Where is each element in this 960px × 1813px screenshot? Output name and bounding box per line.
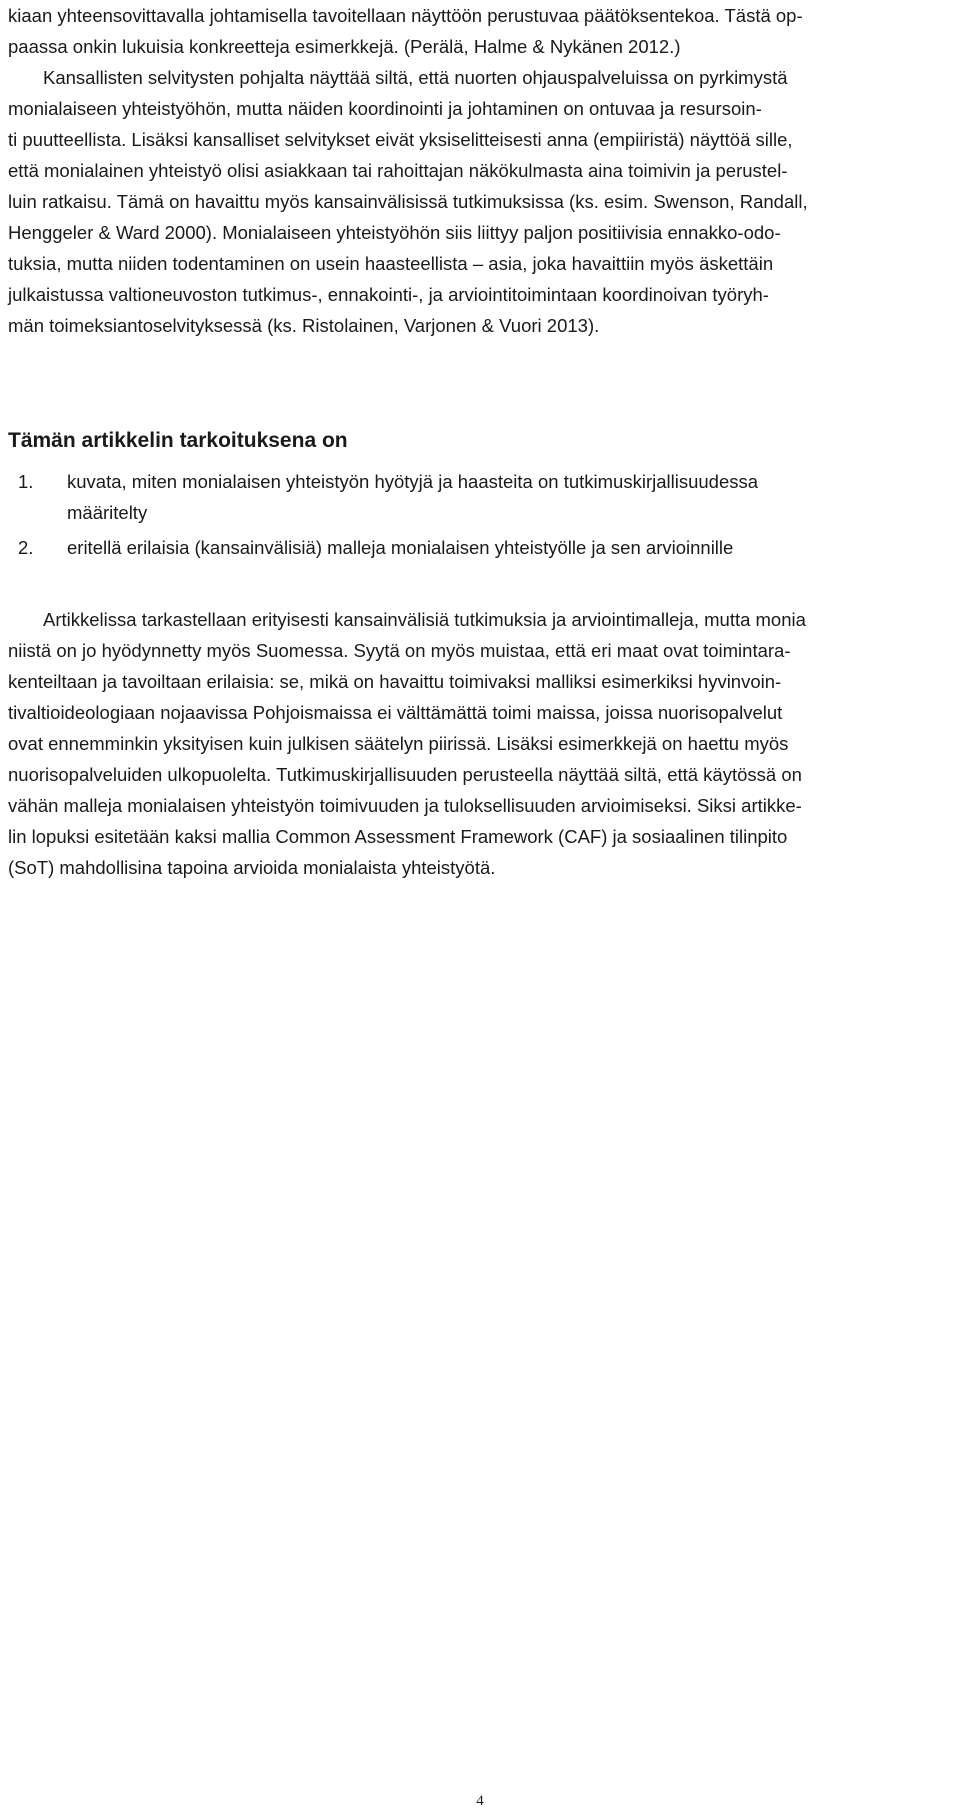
text-line: Kansallisten selvitysten pohjalta näyttää siltä, että nuorten ohjauspalveluissa on pyrkimystä (43, 67, 788, 88)
list-item-number: 2. (18, 537, 34, 558)
text-line: monialaiseen yhteistyöhön, mutta näiden koordinointi ja johtaminen on ontuvaa ja resursoin- (8, 98, 762, 119)
text-line: Henggeler & Ward 2000). Monialaiseen yhteistyöhön siis liittyy paljon positiivisia ennakko-odo- (8, 222, 781, 243)
text-line: ovat ennemminkin yksityisen kuin julkisen säätelyn piirissä. Lisäksi esimerkkejä on haettu myös (8, 733, 789, 754)
list-item (8, 466, 758, 528)
list-item-text: määritelty (67, 502, 148, 523)
text-line: että monialainen yhteistyö olisi asiakkaan tai rahoittajan näkökulmasta aina toimivin ja perustel- (8, 160, 788, 181)
text-line: nuorisopalveluiden ulkopuolelta. Tutkimuskirjallisuuden perusteella näyttää siltä, että käytössä on (8, 764, 802, 785)
text-line: tuksia, mutta niiden todentaminen on usein haasteellista – asia, joka havaittiin myös äskettäin (8, 253, 774, 274)
body-paragraph-2 (8, 604, 806, 883)
list-item-text: kuvata, miten monialaisen yhteistyön hyötyjä ja haasteita on tutkimuskirjallisuudessa (67, 471, 759, 492)
text-line: kenteiltaan ja tavoiltaan erilaisia: se, mikä on havaittu toimivaksi malliksi esimerkiksi hyvinvoin- (8, 671, 782, 692)
list-item (8, 532, 758, 563)
text-line: kiaan yhteensovittavalla johtamisella tavoitellaan näyttöön perustuvaa päätöksentekoa. Tästä op- (8, 5, 803, 26)
text-line: luin ratkaisu. Tämä on havaittu myös kansainvälisissä tutkimuksissa (ks. esim. Swenson, Randall, (8, 191, 808, 212)
text-line: lin lopuksi esitetään kaksi mallia Common Assessment Framework (CAF) ja sosiaalinen tilinpito (8, 826, 788, 847)
text-line: paassa onkin lukuisia konkreetteja esimerkkejä. (Perälä, Halme & Nykänen 2012.) (8, 36, 681, 57)
text-line: (SoT) mahdollisina tapoina arvioida monialaista yhteistyötä. (8, 857, 496, 878)
text-line: vähän malleja monialaisen yhteistyön toimivuuden ja tuloksellisuuden arvioimiseksi. Siksi artikke- (8, 795, 802, 816)
list-item-number: 1. (18, 471, 34, 492)
text-line: Artikkelissa tarkastellaan erityisesti kansainvälisiä tutkimuksia ja arviointimalleja, mutta monia (43, 609, 806, 630)
text-line: ti puutteellista. Lisäksi kansalliset selvitykset eivät yksiselitteisesti anna (empiiristä) näyttöä sille, (8, 129, 793, 150)
body-paragraph-1 (8, 0, 808, 341)
list-item-text: eritellä erilaisia (kansainvälisiä) malleja monialaisen yhteistyölle ja sen arvioinnille (67, 537, 734, 558)
section-heading: Tämän artikkelin tarkoituksena on (8, 429, 348, 452)
text-line: julkaistussa valtioneuvoston tutkimus-, ennakointi-, ja arviointitoimintaan koordinoivan työryh- (8, 284, 769, 305)
page-number: 4 (476, 1793, 484, 1809)
goals-list (8, 466, 758, 567)
text-line: tivaltioideologiaan nojaavissa Pohjoismaissa ei välttämättä toimi maissa, joissa nuorisopalvelut (8, 702, 783, 723)
text-line: män toimeksiantoselvityksessä (ks. Ristolainen, Varjonen & Vuori 2013). (8, 315, 600, 336)
text-line: niistä on jo hyödynnetty myös Suomessa. Syytä on myös muistaa, että eri maat ovat toimintara- (8, 640, 791, 661)
